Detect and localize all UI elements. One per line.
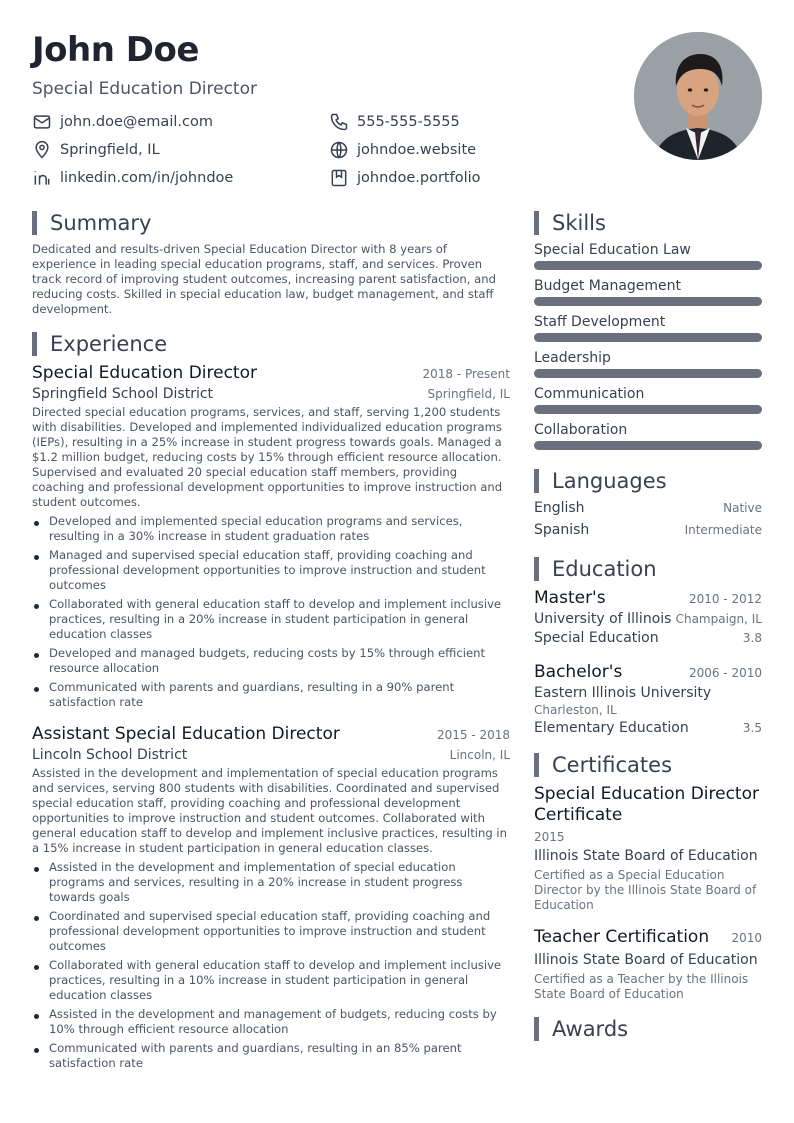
phone-icon bbox=[329, 112, 349, 132]
education-heading: Education bbox=[534, 556, 762, 582]
school-name: University of Illinois bbox=[534, 611, 672, 627]
language-row bbox=[534, 500, 762, 516]
certificate-org: Illinois State Board of Education bbox=[534, 848, 758, 864]
job-bullets bbox=[32, 860, 510, 1071]
contact-portfolio[interactable] bbox=[329, 168, 481, 188]
job-title: Assistant Special Education Director bbox=[32, 724, 340, 744]
certificate-title: Special Education Director Certificate bbox=[534, 784, 759, 825]
education-entry bbox=[534, 588, 762, 646]
list-item: Assisted in the development and management of budgets, reducing costs by 10% through efficient resource allocation bbox=[32, 1007, 510, 1037]
certificate-description: Certified as a Special Education Director by the Illinois State Board of Education bbox=[534, 868, 757, 912]
skill-name: Communication bbox=[534, 386, 645, 402]
certificate-year: 2015 bbox=[534, 830, 565, 844]
skill-name: Special Education Law bbox=[534, 242, 691, 258]
skill-name: Leadership bbox=[534, 350, 611, 366]
certificate-description: Certified as a Teacher by the Illinois State Board of Education bbox=[534, 972, 749, 1001]
language-level: Intermediate bbox=[684, 523, 762, 537]
list-item: Assisted in the development and implementation of special education programs and services, resulting in a 20% increase in student progress towards goals bbox=[32, 860, 510, 905]
job-company: Lincoln School District bbox=[32, 747, 188, 763]
portfolio-text: johndoe.portfolio bbox=[357, 170, 481, 186]
certificates-heading: Certificates bbox=[534, 752, 762, 778]
job-entry bbox=[32, 724, 510, 1071]
mail-icon bbox=[32, 112, 52, 132]
email-text: john.doe@email.com bbox=[60, 114, 213, 130]
degree: Bachelor's bbox=[534, 662, 623, 682]
profile-photo bbox=[634, 32, 762, 160]
list-item: Communicated with parents and guardians, resulting in a 90% parent satisfaction rate bbox=[32, 680, 510, 710]
education-entry bbox=[534, 662, 762, 736]
list-item: Developed and managed budgets, reducing costs by 15% through efficient resource allocation bbox=[32, 646, 510, 676]
skill-bar bbox=[534, 297, 762, 306]
skill-bar bbox=[534, 405, 762, 414]
job-dates: 2015 - 2018 bbox=[436, 728, 510, 742]
job-description: Directed special education programs, services, and staff, serving 1,200 students with disabilities. Developed and implemented individualized education programs (IEPs), resulting in a 25% increase in student progress towards goals. Managed a $1.2 million budget, reducing costs by 15% through efficient resource allocation. Supervised and evaluated 20 special education staff members, providing coaching and professional development opportunities to improve instruction and student outcomes. bbox=[32, 405, 503, 509]
job-title: Special Education Director bbox=[32, 363, 257, 383]
contact-email[interactable] bbox=[32, 112, 213, 132]
awards-heading: Awards bbox=[534, 1016, 762, 1042]
globe-icon bbox=[329, 140, 349, 160]
job-dates: 2018 - Present bbox=[422, 367, 510, 381]
skill-bar bbox=[534, 261, 762, 270]
experience-heading: Experience bbox=[32, 331, 510, 357]
list-item: Collaborated with general education staff to develop and implement inclusive practices, resulting in a 10% increase in student participation in general education classes bbox=[32, 958, 510, 1003]
job-location: Springfield, IL bbox=[427, 387, 510, 401]
list-item: Managed and supervised special education staff, providing coaching and professional development opportunities to improve instruction and student outcomes bbox=[32, 548, 510, 593]
linkedin-text: linkedin.com/in/johndoe bbox=[60, 170, 234, 186]
education-dates: 2010 - 2012 bbox=[688, 592, 762, 606]
contact-location bbox=[32, 140, 160, 160]
skill-list bbox=[534, 242, 762, 450]
field-of-study: Elementary Education bbox=[534, 720, 689, 736]
gpa: 3.8 bbox=[742, 631, 762, 645]
skill-name: Budget Management bbox=[534, 278, 682, 294]
gpa: 3.5 bbox=[742, 721, 762, 735]
field-of-study: Special Education bbox=[534, 630, 659, 646]
certificate-org: Illinois State Board of Education bbox=[534, 952, 758, 968]
website-text: johndoe.website bbox=[357, 142, 477, 158]
job-company: Springfield School District bbox=[32, 386, 214, 402]
contact-website[interactable] bbox=[329, 140, 476, 160]
school-location: Charleston, IL bbox=[534, 703, 617, 717]
left-column bbox=[32, 210, 510, 1075]
skill-bar bbox=[534, 441, 762, 450]
candidate-role: Special Education Director bbox=[32, 79, 257, 99]
certificate-title: Teacher Certification bbox=[534, 927, 710, 947]
location-text: Springfield, IL bbox=[60, 142, 160, 158]
summary-text: Dedicated and results-driven Special Education Director with 8 years of experience in leading special education programs, staff, and services. Proven track record of improving student outcomes, increasing parent satisfaction, and reducing costs. Skilled in special education law, budget management, and staff development. bbox=[32, 242, 496, 316]
language-name: Spanish bbox=[534, 522, 590, 538]
list-item: Collaborated with general education staff to develop and implement inclusive practices, resulting in a 20% increase in student participation in general education classes bbox=[32, 597, 510, 642]
summary-heading: Summary bbox=[32, 210, 510, 236]
school-name: Eastern Illinois University bbox=[534, 685, 712, 701]
right-column bbox=[534, 210, 762, 1048]
contact-phone[interactable] bbox=[329, 112, 460, 132]
language-level: Native bbox=[723, 501, 762, 515]
map-pin-icon bbox=[32, 140, 52, 160]
skills-heading: Skills bbox=[534, 210, 762, 236]
job-location: Lincoln, IL bbox=[449, 748, 510, 762]
list-item: Coordinated and supervised special education staff, providing coaching and professional development opportunities to improve instruction and student outcomes bbox=[32, 909, 510, 954]
linkedin-icon bbox=[32, 168, 52, 188]
phone-text: 555-555-5555 bbox=[357, 114, 460, 130]
education-dates: 2006 - 2010 bbox=[688, 666, 762, 680]
candidate-name: John Doe bbox=[32, 30, 199, 70]
certificate-entry bbox=[534, 927, 762, 1002]
list-item: Communicated with parents and guardians, resulting in an 85% parent satisfaction rate bbox=[32, 1041, 510, 1071]
certificate-year: 2010 bbox=[731, 931, 762, 945]
skill-bar bbox=[534, 333, 762, 342]
contact-linkedin[interactable] bbox=[32, 168, 233, 188]
job-entry bbox=[32, 363, 510, 710]
school-location: Champaign, IL bbox=[675, 612, 762, 626]
language-name: English bbox=[534, 500, 585, 516]
language-row bbox=[534, 522, 762, 538]
skill-name: Staff Development bbox=[534, 314, 666, 330]
degree: Master's bbox=[534, 588, 606, 608]
list-item: Developed and implemented special education programs and services, resulting in a 30% increase in student graduation rates bbox=[32, 514, 510, 544]
languages-heading: Languages bbox=[534, 468, 762, 494]
job-description: Assisted in the development and implementation of special education programs and services, serving 800 students with disabilities. Coordinated and supervised special education staff, providing coaching and professional development opportunities to improve instruction and student outcomes. Collaborated with general education staff to develop and implement inclusive practices, resulting in a 15% increase in student participation in general education classes. bbox=[32, 766, 507, 855]
bookmark-icon bbox=[329, 168, 349, 188]
job-bullets bbox=[32, 514, 510, 710]
certificate-entry bbox=[534, 784, 762, 913]
skill-name: Collaboration bbox=[534, 422, 628, 438]
skill-bar bbox=[534, 369, 762, 378]
